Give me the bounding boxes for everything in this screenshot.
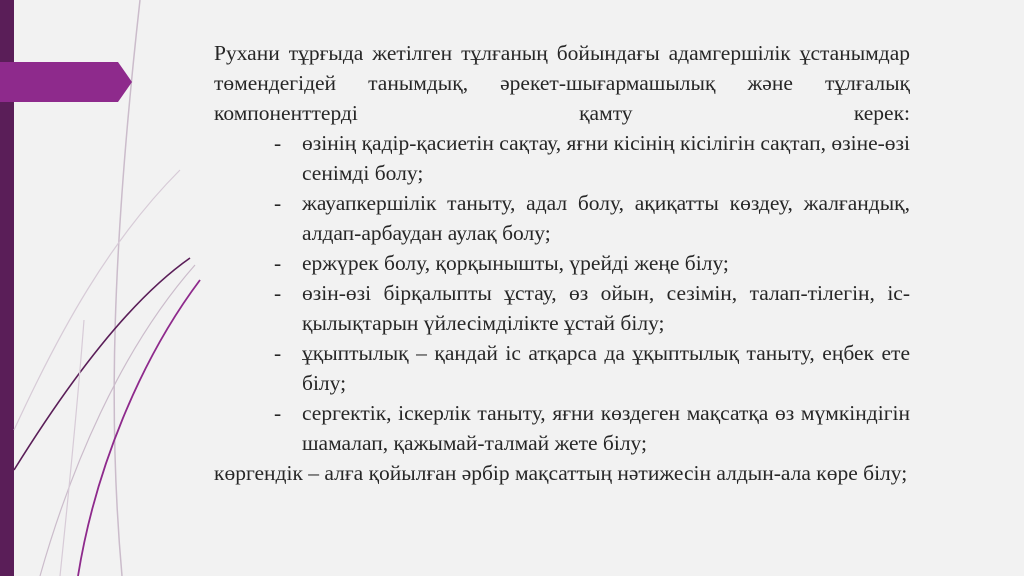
bullet-text: өзін-өзі бірқалыпты ұстау, өз ойын, сезімін, талап-тілегін, іс-қылықтарын үйлесімділікте ұстай білу; — [302, 281, 910, 335]
curve-line-5 — [78, 280, 200, 576]
bullet-marker: - — [274, 341, 282, 365]
bullet-marker: - — [274, 131, 282, 155]
bullet-marker: - — [274, 401, 282, 425]
list-item — [214, 278, 910, 338]
list-item — [214, 398, 910, 458]
bullet-marker: - — [274, 191, 282, 215]
slide-text — [214, 38, 910, 488]
bullet-text: жауапкершілік таныту, адал болу, ақиқатты көздеу, жалғандық, алдап-арбаудан аулақ болу; — [302, 191, 910, 245]
list-item — [214, 188, 910, 248]
list-item — [214, 338, 910, 398]
bullet-text: өзінің қадір-қасиетін сақтау, яғни кісінің кісілігін сақтап, өзіне-өзі сенімді болу; — [302, 131, 910, 185]
curve-line-6 — [60, 320, 84, 576]
bullet-marker: - — [274, 251, 282, 275]
bullet-text: ұқыптылық – қандай іс атқарса да ұқыптылық таныту, еңбек ете білу; — [302, 341, 910, 395]
bullet-text: сергектік, іскерлік таныту, яғни көздеген мақсатқа өз мүмкіндігін шамалап, қажымай-талмай жете білу; — [302, 401, 910, 455]
list-item — [214, 128, 910, 188]
curve-line-3 — [14, 258, 190, 470]
curve-line-2 — [14, 170, 180, 430]
closing-paragraph: көргендік – алға қойылған әрбір мақсаттың нәтижесін алдын-ала көре білу; — [214, 461, 908, 485]
bullet-marker: - — [274, 281, 282, 305]
list-item — [214, 248, 910, 278]
bullet-text: ержүрек болу, қорқынышты, үрейді жеңе білу; — [302, 251, 729, 275]
intro-paragraph: Рухани тұрғыда жетілген тұлғаның бойындағы адамгершілік ұстанымдар төмендегідей танымдық, әрекет-шығармашылық және тұлғалық компоненттерді қамту керек: — [214, 41, 910, 125]
arrow-banner — [0, 62, 132, 102]
bullet-list — [214, 128, 910, 458]
curve-line-4 — [40, 265, 195, 576]
